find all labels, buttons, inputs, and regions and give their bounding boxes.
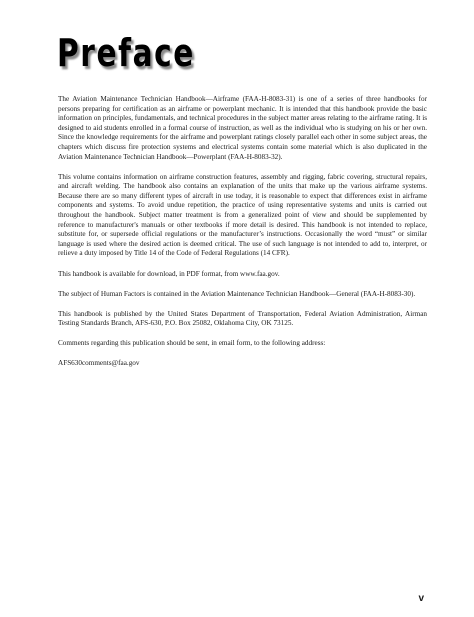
page-number: v bbox=[418, 593, 424, 604]
contact-email: AFS630comments@faa.gov bbox=[58, 359, 140, 368]
preface-body bbox=[58, 95, 427, 380]
paragraph-contents: This volume contains information on airframe construction features, assembly and rigging, fabric covering, structural repairs, and aircraft welding. The handbook also contains an explanation of the units that make up the various airframe systems. Because there are so many different types of aircraft in use today, it is reasonable to expect that differences exist in airframe components and systems. To avoid undue repetition, the practice of using representative systems and units is carried out throughout the handbook. Subject matter treatment is from a generalized point of view and should be supplemented by reference to manufacturer's manuals or other textbooks if more detail is desired. This handbook is not intended to replace, substitute for, or supersede official regulations or the manufacturer’s instructions. Occasionally the word “must” or similar language is used where the desired action is deemed critical. The use of such language is not intended to add to, interpret, or relieve a duty imposed by Title 14 of the Code of Federal Regulations (14 CFR). bbox=[58, 172, 427, 258]
page-title: Preface bbox=[57, 31, 195, 75]
paragraph-human-factors: The subject of Human Factors is contained in the Aviation Maintenance Technician Handbook—General (FAA-H-8083-30). bbox=[58, 289, 416, 298]
paragraph-intro: The Aviation Maintenance Technician Handbook—Airframe (FAA-H-8083-31) is one of a series of three handbooks for persons preparing for certification as an airframe or powerplant mechanic. It is intended that this handbook provide the basic information on principles, fundamentals, and technical procedures in the subject matter areas relating to the airframe rating. It is designed to aid students enrolled in a formal course of instruction, as well as the individual who is studying on his or her own. Since the knowledge requirements for the airframe and powerplant ratings closely parallel each other in some subject areas, the chapters which discuss fire protection systems and electrical systems contain some material which is also duplicated in the Aviation Maintenance Technician Handbook—Powerplant (FAA-H-8083-32). bbox=[58, 95, 427, 161]
paragraph-publisher: This handbook is published by the United States Department of Transportation, Federal Aviation Administration, Airman Testing Standards Branch, AFS-630, P.O. Box 25082, Oklahoma City, OK 73125. bbox=[58, 309, 427, 328]
paragraph-comments: Comments regarding this publication should be sent, in email form, to the following address: bbox=[58, 339, 326, 348]
paragraph-availability: This handbook is available for download, in PDF format, from www.faa.gov. bbox=[58, 269, 280, 278]
